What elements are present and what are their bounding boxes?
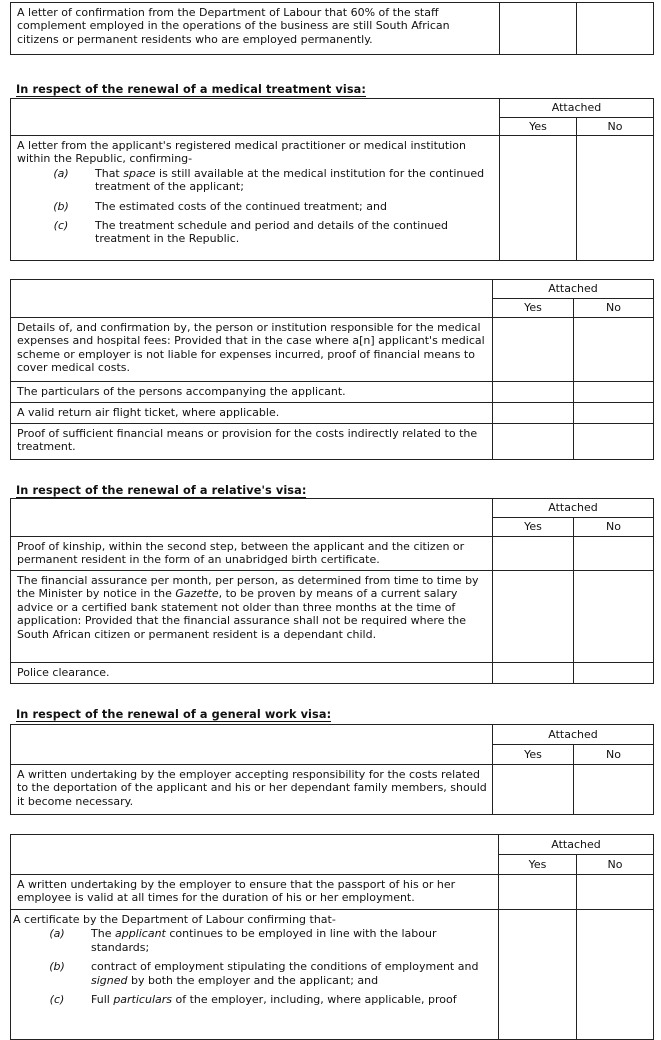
requirement-cell <box>11 910 499 1040</box>
item-text: contract of employment stipulating the conditions of employment and signed by both the employer and the applicant; and <box>91 960 479 987</box>
attached-header: Attached <box>500 99 654 118</box>
attached-header: Attached <box>493 725 654 745</box>
attached-yes-checkbox[interactable] <box>493 424 574 460</box>
requirement-cell <box>11 318 493 382</box>
blank-header-cell <box>11 835 499 875</box>
requirement-text: Police clearance. <box>17 666 110 679</box>
attached-yes-checkbox[interactable] <box>493 537 574 571</box>
list-item <box>17 200 494 213</box>
requirement-text: A written undertaking by the employer accepting responsibility for the costs related to the deportation of the applicant and his or her dependant family members, should it become necessary. <box>17 768 487 808</box>
requirement-text: A letter of confirmation from the Department of Labour that 60% of the staff complement employed in the operations of the business are still South African citizens or permanent residents who are employed permanently. <box>17 6 450 46</box>
attached-no-checkbox[interactable] <box>574 663 654 684</box>
attached-yes-checkbox[interactable] <box>493 318 574 382</box>
requirement-text: The financial assurance per month, per person, as determined from time to time by the Minister by notice in the Gazette, to be proven by means of a current salary advice or a certified bank statement not older than three months at the time of application: Provided that the financial assurance shall not be required where the South African citizen or permanent resident is a dependant child. <box>17 574 479 641</box>
attached-no-checkbox[interactable] <box>574 403 654 424</box>
item-text: The applicant continues to be employed in line with the labour standards; <box>91 927 437 954</box>
attached-yes-checkbox[interactable] <box>493 765 574 815</box>
attached-yes-checkbox[interactable] <box>493 571 574 663</box>
no-header: No <box>577 855 654 875</box>
attached-header: Attached <box>493 499 654 518</box>
attached-yes-checkbox[interactable] <box>500 136 577 261</box>
requirement-cell <box>11 3 500 55</box>
blank-header-cell <box>11 499 493 537</box>
no-header: No <box>574 518 654 537</box>
item-label: (b) <box>49 960 65 974</box>
general-work-visa-table-2 <box>10 834 654 1040</box>
yes-header: Yes <box>493 745 574 765</box>
business-visa-table <box>10 2 654 55</box>
yes-header: Yes <box>500 118 577 136</box>
list-item <box>13 993 493 1006</box>
list-item <box>17 167 494 194</box>
requirement-cell <box>11 382 493 403</box>
attached-no-checkbox[interactable] <box>577 136 654 261</box>
attached-yes-checkbox[interactable] <box>493 663 574 684</box>
blank-header-cell <box>11 280 493 318</box>
requirement-text: A valid return air flight ticket, where applicable. <box>17 406 280 419</box>
item-label: (c) <box>53 219 69 233</box>
general-work-visa-table <box>10 724 654 815</box>
yes-header: Yes <box>493 299 574 318</box>
list-item <box>17 219 494 246</box>
item-text: Full particulars of the employer, including, where applicable, proof <box>91 993 457 1007</box>
requirement-cell <box>11 136 500 261</box>
requirement-cell <box>11 875 499 910</box>
relative-visa-table <box>10 498 654 684</box>
item-text: That space is still available at the medical institution for the continued treatment of the applicant; <box>95 166 485 194</box>
section-heading-general-work: In respect of the renewal of a general work visa: <box>16 708 332 721</box>
item-label: (c) <box>49 993 65 1007</box>
medical-visa-table <box>10 98 654 261</box>
attached-no-checkbox[interactable] <box>574 424 654 460</box>
yes-header: Yes <box>499 855 577 875</box>
medical-visa-table-2 <box>10 279 654 460</box>
attached-no-checkbox[interactable] <box>574 318 654 382</box>
item-label: (a) <box>53 166 69 180</box>
requirement-cell <box>11 537 493 571</box>
item-label: (a) <box>49 927 65 941</box>
requirement-text: Proof of sufficient financial means or provision for the costs indirectly related to the treatment. <box>17 427 478 454</box>
blank-header-cell <box>11 725 493 765</box>
attached-no-checkbox[interactable] <box>577 875 654 910</box>
attached-yes-checkbox[interactable] <box>499 875 577 910</box>
attached-header: Attached <box>499 835 654 855</box>
requirement-text: Details of, and confirmation by, the person or institution responsible for the medical expenses and hospital fees: Provided that in the case where a[n] applicant's medical scheme or employer is not liable for expenses incurred, proof of financial means to cover medical costs. <box>17 321 485 375</box>
attached-no-checkbox[interactable] <box>574 765 654 815</box>
attached-no-checkbox[interactable] <box>574 537 654 571</box>
list-item <box>13 927 493 954</box>
requirement-cell <box>11 403 493 424</box>
requirement-cell <box>11 424 493 460</box>
no-header: No <box>574 745 654 765</box>
attached-no-checkbox[interactable] <box>577 3 654 55</box>
requirement-text: The particulars of the persons accompanying the applicant. <box>17 385 346 398</box>
item-text: The treatment schedule and period and details of the continued treatment in the Republic. <box>95 219 448 246</box>
requirement-cell <box>11 571 493 663</box>
attached-header: Attached <box>493 280 654 299</box>
no-header: No <box>574 299 654 318</box>
section-heading-relative: In respect of the renewal of a relative's visa: <box>16 484 307 497</box>
requirement-intro: A certificate by the Department of Labour confirming that- <box>13 913 336 926</box>
item-label: (b) <box>53 199 69 213</box>
attached-yes-checkbox[interactable] <box>500 3 577 55</box>
list-item <box>13 960 493 987</box>
requirement-text: Proof of kinship, within the second step, between the applicant and the citizen or permanent resident in the form of an unabridged birth certificate. <box>17 540 465 567</box>
attached-no-checkbox[interactable] <box>577 910 654 1040</box>
section-heading-medical: In respect of the renewal of a medical treatment visa: <box>16 83 367 96</box>
attached-yes-checkbox[interactable] <box>499 910 577 1040</box>
attached-no-checkbox[interactable] <box>574 571 654 663</box>
item-text: The estimated costs of the continued treatment; and <box>95 199 387 213</box>
attached-yes-checkbox[interactable] <box>493 382 574 403</box>
requirement-intro: A letter from the applicant's registered medical practitioner or medical institution within the Republic, confirming- <box>17 139 466 166</box>
requirement-text: A written undertaking by the employer to ensure that the passport of his or her employee is valid at all times for the duration of his or her employment. <box>17 878 456 905</box>
requirement-cell <box>11 765 493 815</box>
attached-yes-checkbox[interactable] <box>493 403 574 424</box>
no-header: No <box>577 118 654 136</box>
attached-no-checkbox[interactable] <box>574 382 654 403</box>
blank-header-cell <box>11 99 500 136</box>
requirement-cell <box>11 663 493 684</box>
yes-header: Yes <box>493 518 574 537</box>
